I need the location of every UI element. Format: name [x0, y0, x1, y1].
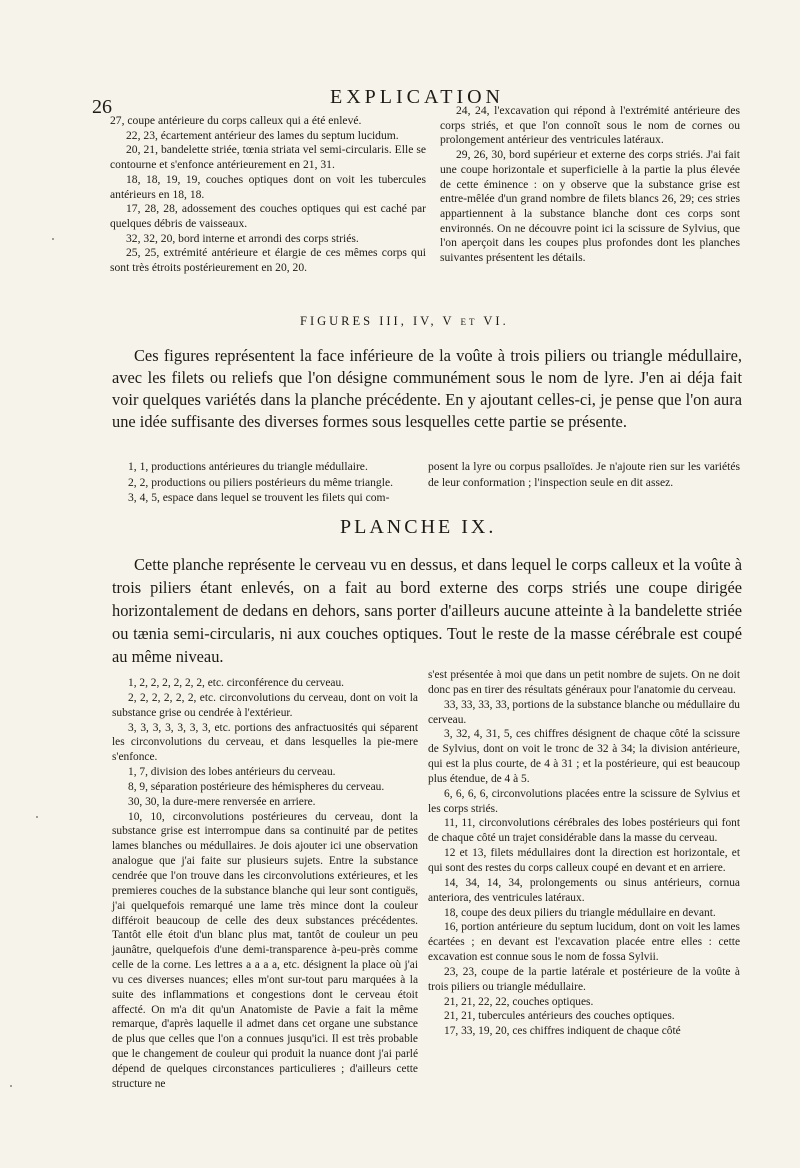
legend-column-top-left: [110, 114, 426, 276]
legend-item: 1, 7, division des lobes antérieurs du cerveau.: [128, 766, 336, 779]
plate-title: PLANCHE IX.: [340, 516, 497, 538]
figures-legend-right: [428, 459, 740, 490]
legend-item: 17, 33, 19, 20, ces chiffres indiquent de chaque côté: [444, 1025, 681, 1038]
paper-speck: [10, 1085, 12, 1087]
legend-item: 32, 32, 20, bord interne et arrondi des corps striés.: [126, 231, 359, 245]
legend-item: 12 et 13, filets médullaires dont la direction est horizontale, et qui sont des restes du corps calleux coupé en devant et en arriere.: [428, 847, 740, 874]
running-header: EXPLICATION: [330, 86, 504, 108]
legend-item: 8, 9, séparation postérieure des hémispheres du cerveau.: [128, 780, 385, 793]
legend-item: 18, coupe des deux piliers du triangle médullaire en devant.: [444, 906, 716, 919]
legend-item: 16, portion antérieure du septum lucidum, dont on voit les lames écartées ; en devant est l'excavation placée entre elles : cette excavation est connue sous le nom de fossa Sylvii.: [428, 921, 740, 964]
legend-item: 22, 23, écartement antérieur des lames du septum lucidum.: [126, 128, 399, 142]
legend-item: 24, 24, l'excavation qui répond à l'extrémité antérieure des corps striés, et que l'on connoît sous le nom de cornes ou prolongement antérieur des ventricules latéraux.: [440, 104, 740, 147]
legend-item: 3, 3, 3, 3, 3, 3, 3, etc. portions des anfractuosités qui séparent les circonvolutions du cerveau, et dans lesquelles la pie-mere s'enfonce.: [112, 721, 418, 764]
legend-item: 30, 30, la dure-mere renversée en arriere.: [128, 795, 316, 808]
legend-item: 21, 21, tubercules antérieurs des couches optiques.: [444, 1010, 675, 1023]
legend-item: 6, 6, 6, 6, circonvolutions placées entre la scissure de Sylvius et les corps striés.: [428, 787, 740, 815]
figures-legend-left: [112, 459, 418, 506]
legend-item: 10, 10, circonvolutions postérieures du cerveau, dont la substance grise est interrompue dans sa continuité par de petites lames blanches ou médullaires. Je dois ajouter ici une observation analogue que j'ai faite sur plusieurs sujets. Entre la substance cendrée que l'on trouve dans les circonvolutions extérieures, et les premieres couches de la substance blanche qui leur sont contiguës, j'ai quelquefois remarqué une lame très mince dont la couleur différoit beaucoup de celle des deux substances précédentes. Tantôt elle étoit d'un blanc plus mat, tantôt de couleur un peu jaunâtre, quelquefois d'une demi-transparence à-peu-près comme celle de la corne. Les lettres a a a a, etc. désignent la place où j'ai vu ces diverses nuances; elles m'ont sur-tout paru marquées à la suite des inflammations et congestions dont le cerveau étoit affecté. On m'a dit qu'un Anatomiste de Pavie a fait la même remarque, d'après laquelle il admet dans cet organe une substance de plus que celles que l'on a connues jusqu'ici. Il est très probable que le changement de couleur qui produit la nuance dont j'ai parlé dépend de quelques circonstances particulieres ; d'ailleurs cette structure ne: [112, 810, 418, 1090]
legend-item: 17, 28, 28, adossement des couches optiques qui est caché par quelques débris de vaisseaux.: [110, 202, 426, 230]
legend-item: 27, coupe antérieure du corps calleux qui a été enlevé.: [110, 114, 362, 127]
legend-item: 3, 4, 5, espace dans lequel se trouvent les filets qui com-: [128, 491, 390, 504]
legend-item: 1, 2, 2, 2, 2, 2, 2, etc. circonférence du cerveau.: [128, 677, 345, 689]
legend-item: 21, 21, 22, 22, couches optiques.: [444, 995, 594, 1008]
figures-heading: FIGURES III, IV, V et VI.: [300, 314, 509, 328]
plate-legend-left: [112, 676, 418, 1092]
legend-item: 25, 25, extrémité antérieure et élargie de ces mêmes corps qui sont très étroits postérieurement en 20, 20.: [110, 246, 426, 275]
legend-item: s'est présentée à moi que dans un petit nombre de sujets. On ne doit donc pas en tirer des résultats généraux pour l'anatomie du cerveau.: [428, 669, 740, 696]
legend-item: 3, 32, 4, 31, 5, ces chiffres désignent de chaque côté la scissure de Sylvius, dont on voit le tronc de 32 à 34; la division antérieure, qui est la plus courte, de 4 à 31 ; et la postérieure, qui est beaucoup plus étendue, de 4 à 5.: [428, 728, 740, 785]
legend-item: 11, 11, circonvolutions cérébrales des lobes postérieurs qui font de chaque côté un trajet considérable dans la masse du cerveau.: [428, 817, 740, 845]
legend-item: 2, 2, 2, 2, 2, 2, etc. circonvolutions du cerveau, dont on voit la substance grise ou cendrée à l'extérieur.: [112, 691, 418, 719]
paper-speck: [36, 816, 38, 818]
legend-item: 23, 23, coupe de la partie latérale et postérieure de la voûte à trois piliers ou triangle médullaire.: [428, 965, 740, 993]
legend-item: 20, 21, bandelette striée, tœnia striata vel semi-circularis. Elle se contourne et s'enfonce antérieurement en 21, 31.: [110, 143, 426, 172]
plate-legend-right: [428, 668, 740, 1039]
legend-item: 1, 1, productions antérieures du triangle médullaire.: [128, 460, 368, 473]
legend-item: 33, 33, 33, 33, portions de la substance blanche ou médullaire du cerveau.: [428, 698, 740, 726]
plate-paragraph: Cette planche représente le cerveau vu en dessus, et dans lequel le corps calleux et la voûte à trois piliers étant enlevés, on a fait au bord externe des corps striés une coupe dirigée horizontalement de dedans en dehors, sans porter d'ailleurs aucune atteinte à la bandelette striée ou tænia semi-circularis, ni aux couches optiques. Tout le reste de la masse cérébrale est coupé au même niveau.: [112, 555, 743, 666]
figures-paragraph: Ces figures représentent la face inférieure de la voûte à trois piliers ou triangle médullaire, avec les filets ou reliefs que l'on désigne communément sous le nom de lyre. J'en ai déja fait voir quelques variétés dans la planche précédente. En y ajoutant celles-ci, je pense que l'on aura une idée suffisante des diverses formes sous lesquelles cette partie se présente.: [112, 346, 742, 431]
page-number: 26: [92, 96, 112, 118]
legend-item: 18, 18, 19, 19, couches optiques dont on voit les tubercules antérieurs en 18, 18.: [110, 172, 426, 201]
legend-column-top-right: [440, 104, 740, 266]
legend-item: 14, 34, 14, 34, prolongements ou sinus antérieurs, cornua anteriora, des ventricules latéraux.: [428, 876, 740, 904]
legend-item: posent la lyre ou corpus psalloïdes. Je n'ajoute rien sur les variétés de leur conformation ; l'inspection seule en dit assez.: [428, 460, 740, 489]
legend-item: 2, 2, productions ou piliers postérieurs du même triangle.: [128, 475, 393, 489]
legend-item: 29, 26, 30, bord supérieur et externe des corps striés. J'ai fait une coupe horizontale et superficielle à la partie la plus élevée de cette éminence : on y observe que la substance grise est entre-mêlée d'un grand nombre de filets blancs 26, 29; ces stries appartiennent à la substance blanche dont ces corps sont environnés. On ne découvre point ici la scissure de Sylvius, que l'on aperçoit dans les coupes plus profondes dont les planches suivantes présentent les détails.: [440, 148, 740, 265]
paper-speck: [52, 238, 54, 240]
